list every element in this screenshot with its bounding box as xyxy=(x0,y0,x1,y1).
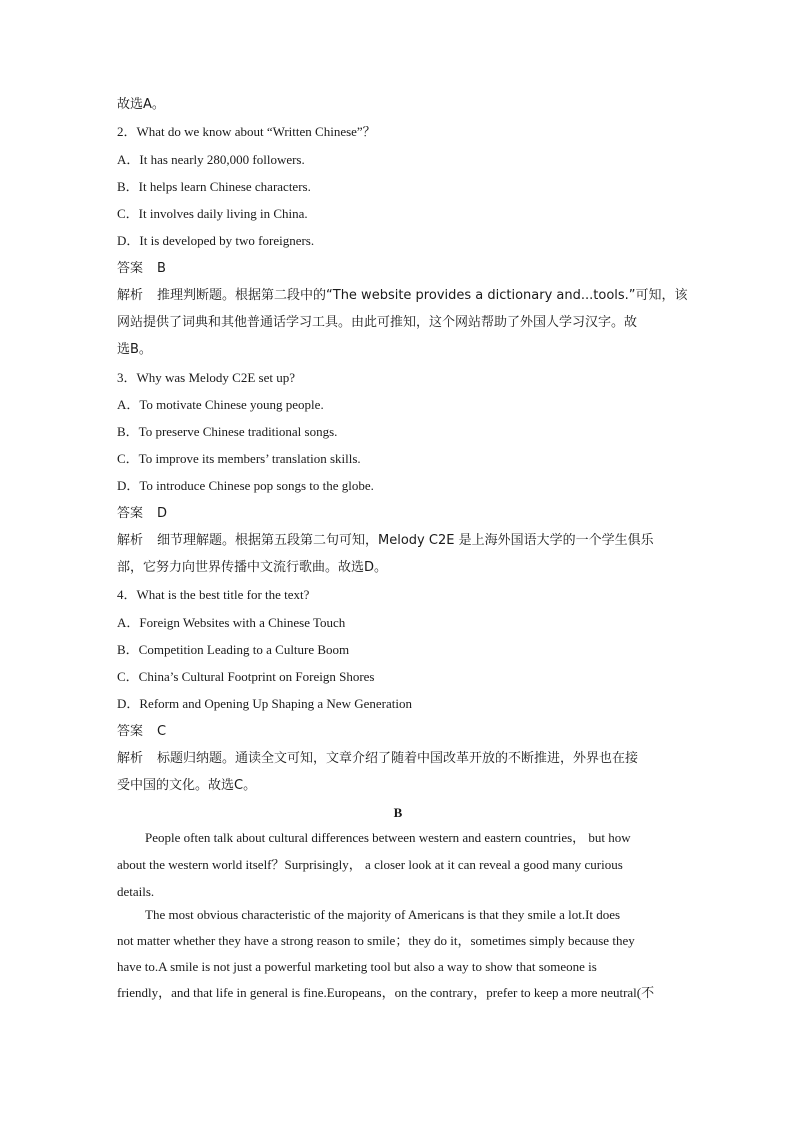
question-3-option-a: A．To motivate Chinese young people. xyxy=(117,397,324,412)
answer-label: 答案 xyxy=(117,261,144,276)
question-3-option-b: B．To preserve Chinese traditional songs. xyxy=(117,424,338,439)
section-heading: B xyxy=(393,805,403,820)
passage-paragraph-1-line-3: details. xyxy=(117,884,155,899)
passage-paragraph-2-line-3: have to.A smile is not just a powerful marketing tool but also a way to show that someone is xyxy=(117,959,597,974)
explanation-text: 推理判断题。根据第二段中的“The website provides a dictionary and...tools.”可知，该 xyxy=(157,288,688,303)
answer-4 xyxy=(117,723,166,740)
explanation-2-line-2: 网站提供了词典和其他普通话学习工具。由此可推知，这个网站帮助了外国人学习汉字。故 xyxy=(117,315,638,330)
answer-value: C xyxy=(157,724,167,739)
question-2-option-a: A．It has nearly 280,000 followers. xyxy=(117,152,305,167)
question-2: 2．What do we know about “Written Chinese”？ xyxy=(117,124,376,139)
question-4-option-c: C．China’s Cultural Footprint on Foreign Shores xyxy=(117,669,375,684)
explanation-3-line-2: 部，它努力向世界传播中文流行歌曲。故选D。 xyxy=(117,560,388,575)
question-3-option-d: D．To introduce Chinese pop songs to the globe. xyxy=(117,478,374,493)
explanation-label: 解析 xyxy=(117,533,144,548)
question-3: 3．Why was Melody C2E set up? xyxy=(117,370,296,385)
answer-value: B xyxy=(157,261,166,276)
answer-label: 答案 xyxy=(117,724,144,739)
explanation-label: 解析 xyxy=(117,288,144,303)
question-4: 4．What is the best title for the text? xyxy=(117,587,310,602)
question-4-option-d: D．Reform and Opening Up Shaping a New Generation xyxy=(117,696,412,711)
question-2-option-c: C．It involves daily living in China. xyxy=(117,206,308,221)
explanation-label: 解析 xyxy=(117,751,144,766)
passage-paragraph-1-line-2: about the western world itself？Surprisingly， a closer look at it can reveal a good many curious xyxy=(117,857,623,872)
question-4-option-a: A．Foreign Websites with a Chinese Touch xyxy=(117,615,346,630)
answer-label: 答案 xyxy=(117,506,144,521)
explanation-text: 细节理解题。根据第五段第二句可知，Melody C2E 是上海外国语大学的一个学生俱乐 xyxy=(157,533,654,548)
explanation-text: 标题归纳题。通读全文可知，文章介绍了随着中国改革开放的不断推进，外界也在接 xyxy=(157,751,639,766)
explanation-2-line-1 xyxy=(117,287,688,304)
explanation-2-line-3: 选B。 xyxy=(117,342,152,357)
question-3-option-c: C．To improve its members’ translation skills. xyxy=(117,451,361,466)
answer-value: D xyxy=(157,506,168,521)
previous-answer-conclusion: 故选A。 xyxy=(117,97,165,112)
passage-paragraph-2-line-1: The most obvious characteristic of the majority of Americans is that they smile a lot.It does xyxy=(145,907,621,922)
question-2-option-d: D．It is developed by two foreigners. xyxy=(117,233,315,248)
answer-3 xyxy=(117,505,167,522)
explanation-4-line-2: 受中国的文化。故选C。 xyxy=(117,778,257,793)
explanation-4-line-1 xyxy=(117,750,638,767)
answer-2 xyxy=(117,260,166,277)
question-4-option-b: B．Competition Leading to a Culture Boom xyxy=(117,642,350,657)
passage-paragraph-1-line-1: People often talk about cultural differences between western and eastern countries， but how xyxy=(145,830,631,845)
question-2-option-b: B．It helps learn Chinese characters. xyxy=(117,179,311,194)
passage-paragraph-2-line-4: friendly，and that life in general is fine.Europeans，on the contrary，prefer to keep a more neutral(不 xyxy=(117,985,655,1000)
passage-paragraph-2-line-2: not matter whether they have a strong reason to smile；they do it，sometimes simply because they xyxy=(117,933,635,948)
explanation-3-line-1 xyxy=(117,532,654,549)
